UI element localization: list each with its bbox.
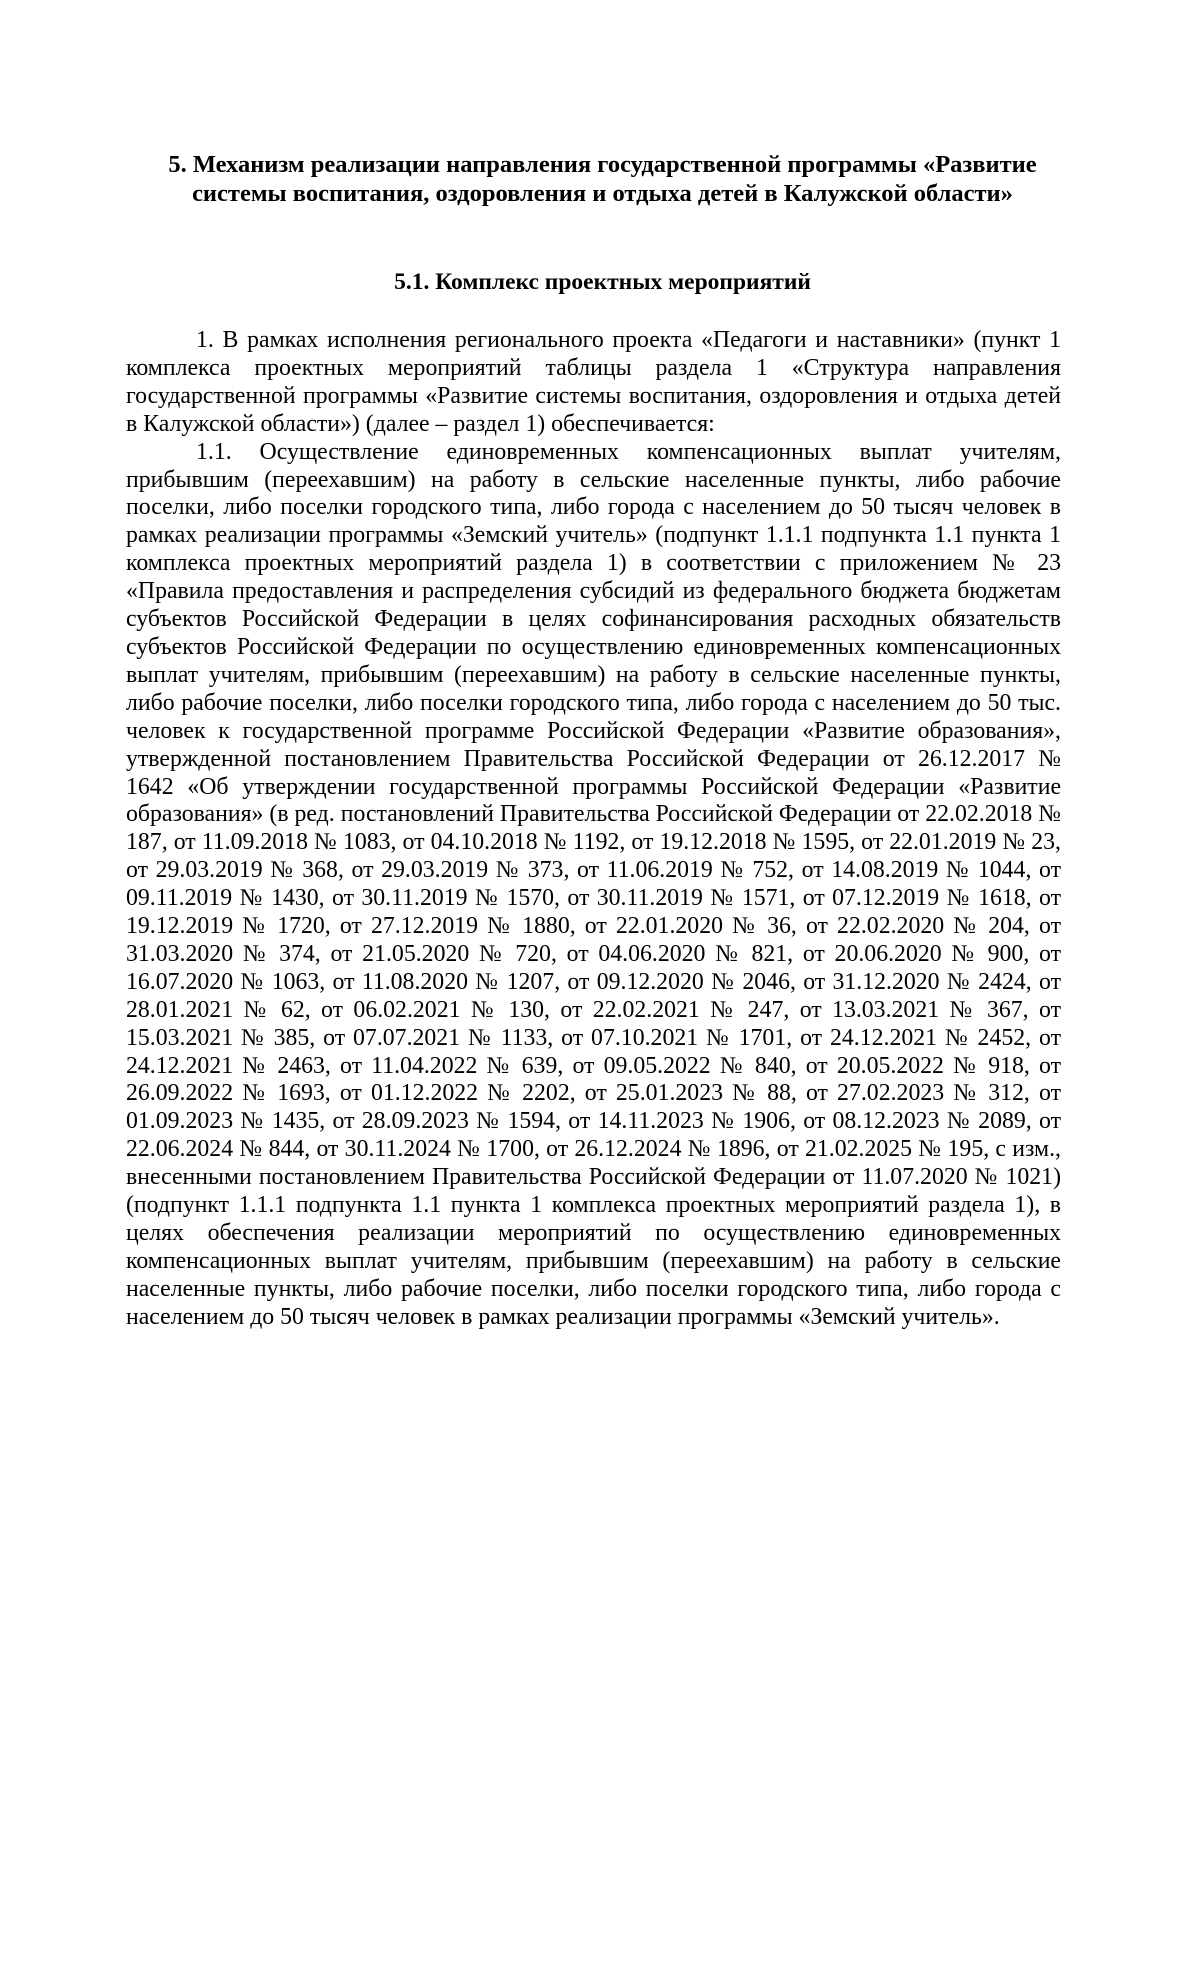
paragraph-1-1: 1.1. Осуществление единовременных компенсационных выплат учителям, прибывшим (переехавшим) на работу в сельские населенные пункты, либо рабочие поселки, либо поселки городского типа, либо города с населением до 50 тысяч человек в рамках реализации программы «Земский учитель» (подпункт 1.1.1 подпункта 1.1 пункта 1 комплекса проектных мероприятий раздела 1) в соответствии с приложением № 23 «Правила предоставления и распределения субсидий из федерального бюджета бюджетам субъектов Российской Федерации в целях софинансирования расходных обязательств субъектов Российской Федерации по осуществлению единовременных компенсационных выплат учителям, прибывшим (переехавшим) на работу в сельские населенные пункты, либо рабочие поселки, либо поселки городского типа, либо города с населением до 50 тыс. человек к государственной программе Российской Федерации «Развитие образования», утвержденной постановлением Правительства Российской Федерации от 26.12.2017 № 1642 «Об утверждении государственной программы Российской Федерации «Развитие образования» (в ред. постановлений Правительства Российской Федерации от 22.02.2018 № 187, от 11.09.2018 № 1083, от 04.10.2018 № 1192, от 19.12.2018 № 1595, от 22.01.2019 № 23, от 29.03.2019 № 368, от 29.03.2019 № 373, от 11.06.2019 № 752, от 14.08.2019 № 1044, от 09.11.2019 № 1430, от 30.11.2019 № 1570, от 30.11.2019 № 1571, от 07.12.2019 № 1618, от 19.12.2019 № 1720, от 27.12.2019 № 1880, от 22.01.2020 № 36, от 22.02.2020 № 204, от 31.03.2020 № 374, от 21.05.2020 № 720, от 04.06.2020 № 821, от 20.06.2020 № 900, от 16.07.2020 № 1063, от 11.08.2020 № 1207, от 09.12.2020 № 2046, от 31.12.2020 № 2424, от 28.01.2021 № 62, от 06.02.2021 № 130, от 22.02.2021 № 247, от 13.03.2021 № 367, от 15.03.2021 № 385, от 07.07.2021 № 1133, от 07.10.2021 № 1701, от 24.12.2021 № 2452, от 24.12.2021 № 2463, от 11.04.2022 № 639, от 09.05.2022 № 840, от 20.05.2022 № 918, от 26.09.2022 № 1693, от 01.12.2022 № 2202, от 25.01.2023 № 88, от 27.02.2023 № 312, от 01.09.2023 № 1435, от 28.09.2023 № 1594, от 14.11.2023 № 1906, от 08.12.2023 № 2089, от 22.06.2024 № 844, от 30.11.2024 № 1700, от 26.12.2024 № 1896, от 21.02.2025 № 195, с изм., внесенными постановлением Правительства Российской Федерации от 11.07.2020 № 1021) (подпункт 1.1.1 подпункта 1.1 пункта 1 комплекса проектных мероприятий раздела 1), в целях обеспечения реализации мероприятий по осуществлению единовременных компенсационных выплат учителям, прибывшим (переехавшим) на работу в сельские населенные пункты, либо рабочие поселки, либо поселки городского типа, либо города с населением до 50 тысяч человек в рамках реализации программы «Земский учитель». bbox=[126, 438, 1061, 1330]
subsection-heading: 5.1. Комплекс проектных мероприятий bbox=[394, 269, 811, 295]
document-body bbox=[126, 327, 1061, 1332]
paragraph-1: 1. В рамках исполнения регионального проекта «Педагоги и наставники» (пункт 1 комплекса проектных мероприятий таблицы раздела 1 «Структура направления государственной программы «Развитие системы воспитания, оздоровления и отдыха детей в Калужской области») (далее – раздел 1) обеспечивается: bbox=[126, 327, 1061, 437]
section-heading: 5. Механизм реализации направления государственной программы «Развитие системы воспитания, оздоровления и отдыха детей в Калужской области» bbox=[168, 151, 1037, 207]
